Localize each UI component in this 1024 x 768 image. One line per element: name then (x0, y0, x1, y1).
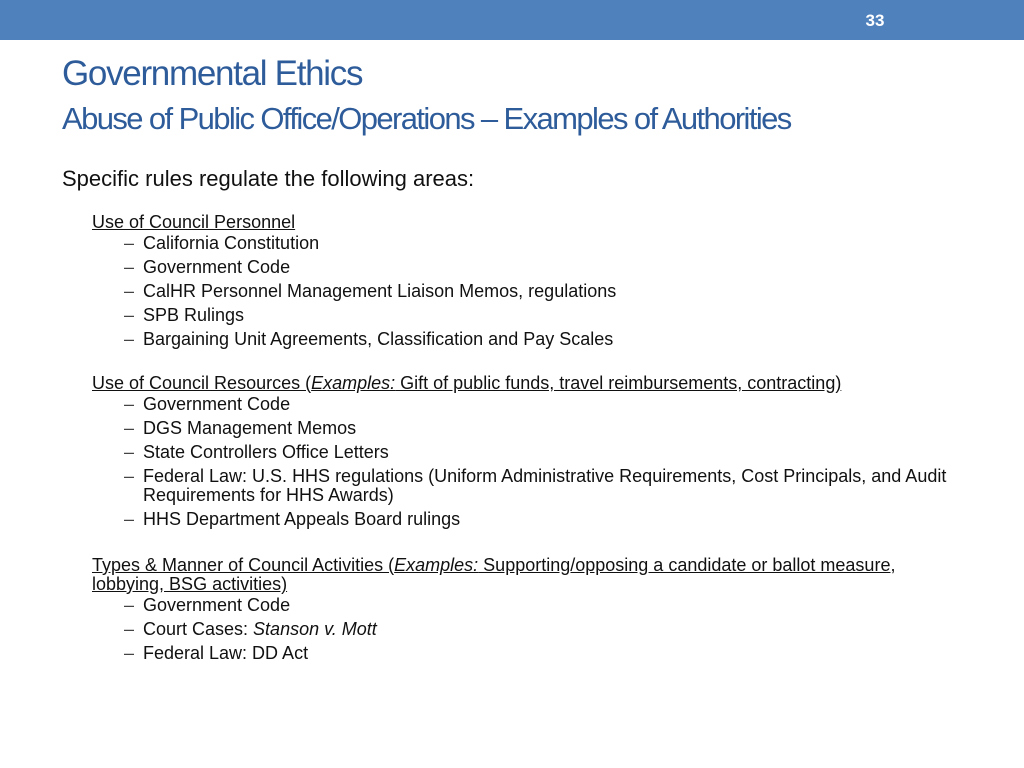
slide-title: Governmental Ethics (62, 54, 363, 93)
section-heading: Use of Council Personnel (92, 212, 296, 232)
top-banner (0, 0, 1024, 40)
list-item: – Bargaining Unit Agreements, Classification and Pay Scales (124, 329, 614, 349)
list-item: – Federal Law: U.S. HHS regulations (Uniform Administrative Requirements, Cost Principals, and Audit Requirements for HHS Awards) (124, 466, 947, 505)
authority-list (92, 596, 972, 663)
list-item: – HHS Department Appeals Board rulings (124, 509, 461, 529)
slide-number: 33 (865, 11, 885, 30)
authority-list (92, 395, 972, 529)
list-item: – State Controllers Office Letters (124, 442, 389, 462)
list-item: – California Constitution (124, 233, 320, 253)
intro-text: Specific rules regulate the following areas: (62, 166, 475, 191)
section-heading: Use of Council Resources (Examples: Gift of public funds, travel reimbursements, contracting) (92, 373, 842, 393)
section-heading: Types & Manner of Council Activities (Examples: Supporting/opposing a candidate or ballot measure, lobbying, BSG activities) (92, 555, 896, 594)
list-item: – Government Code (124, 595, 291, 615)
section-council-activities (92, 556, 972, 668)
list-item: – Government Code (124, 394, 291, 414)
list-item: – CalHR Personnel Management Liaison Memos, regulations (124, 281, 617, 301)
section-council-personnel (92, 213, 972, 354)
authority-list (92, 234, 972, 349)
list-item: – Court Cases: Stanson v. Mott (124, 619, 377, 639)
list-item: – SPB Rulings (124, 305, 245, 325)
section-council-resources (92, 374, 972, 534)
list-item: – Federal Law: DD Act (124, 643, 309, 663)
list-item: – DGS Management Memos (124, 418, 357, 438)
list-item: – Government Code (124, 257, 291, 277)
slide-subtitle: Abuse of Public Office/Operations – Examples of Authorities (62, 101, 791, 136)
